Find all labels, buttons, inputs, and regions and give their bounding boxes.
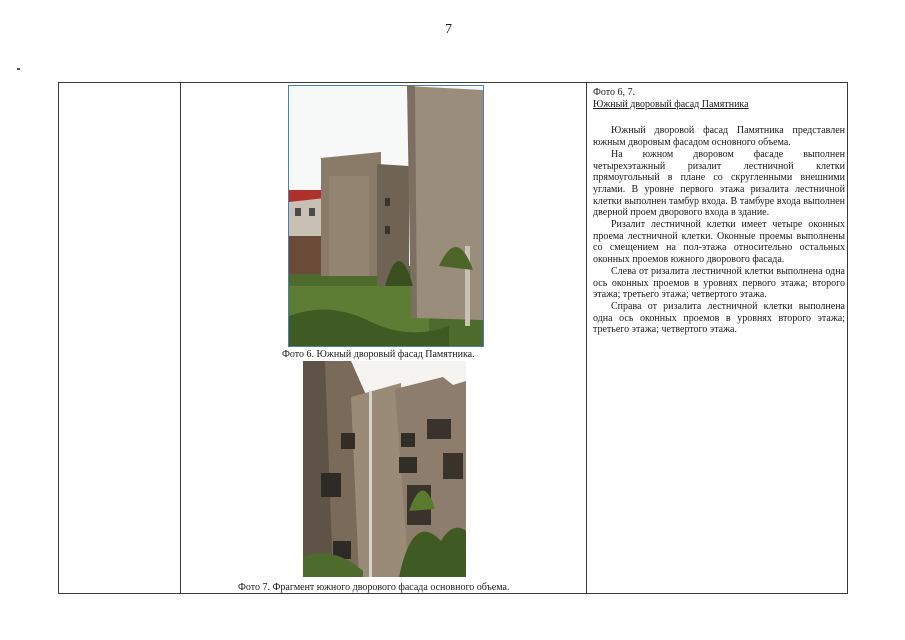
section-title: Южный дворовый фасад Памятника xyxy=(593,98,749,110)
column-divider-1 xyxy=(180,83,181,593)
photo-6 xyxy=(288,85,484,347)
column-divider-2 xyxy=(586,83,587,593)
description-paragraph: На южном дворовом фасаде выполнен четырехэтажный ризалит лестничной клетки прямоугольный в плане со скругленными внешними углами. В уровне первого этажа ризалита лестничной клетки выполнен тамбур входа. В тамбуре входа выполнен дверной проем дворового входа в здание. xyxy=(593,148,845,219)
description-column xyxy=(593,87,845,336)
description-paragraph: Слева от ризалита лестничной клетки выполнена одна ось оконных проемов в уровнях первого этажа; второго этажа; третьего этажа; четвертого этажа. xyxy=(593,265,845,301)
page-number: 7 xyxy=(445,22,452,37)
description-paragraph: Южный дворовой фасад Памятника представлен южным дворовым фасадом основного объема. xyxy=(593,125,845,149)
photo-7 xyxy=(303,361,466,577)
photo-6-image xyxy=(289,86,483,346)
photo-reference: Фото 6, 7. xyxy=(593,87,636,98)
photo-6-caption: Фото 6. Южный дворовый фасад Памятника. xyxy=(282,349,475,360)
photo-7-image xyxy=(303,361,466,577)
description-paragraph: Справа от ризалита лестничной клетки выполнена одна ось оконных проемов в уровнях второго этажа; третьего этажа; четвертого этажа. xyxy=(593,300,845,336)
scan-speck xyxy=(17,68,20,70)
description-paragraph: Ризалит лестничной клетки имеет четыре оконных проема лестничной клетки. Оконные проемы выполнены со смещением на пол-этажа относительно остальных оконных проемов южного дворового фасада. xyxy=(593,219,845,266)
photo-7-caption: Фото 7. Фрагмент южного дворового фасада основного объема. xyxy=(238,582,510,593)
